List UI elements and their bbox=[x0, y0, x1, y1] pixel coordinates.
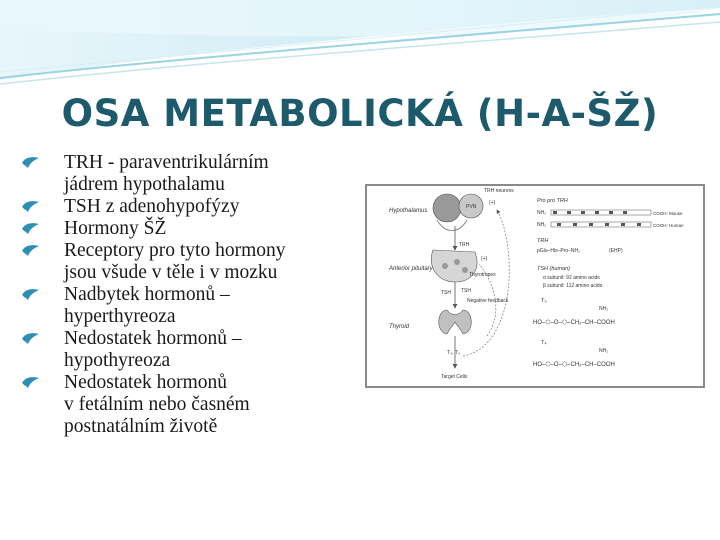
label-t4-formula: HO–⬡–O–⬡–CH₂–CH–COOH bbox=[533, 362, 615, 368]
hypothalamus-neurons bbox=[433, 188, 514, 222]
bullet-line: TRH - paraventrikulárním bbox=[64, 152, 269, 173]
bullet-line: hyperthyreoza bbox=[64, 306, 176, 327]
label-plus-2: (+) bbox=[481, 256, 488, 262]
label-pvn: PVN bbox=[466, 204, 477, 210]
label-tsh-human: TSH (human) bbox=[537, 266, 571, 272]
bullet-line: hypothyreoza bbox=[64, 350, 171, 371]
bullet-line: v fetálním nebo časném bbox=[64, 394, 250, 415]
bullet-line: Receptory pro tyto hormony bbox=[64, 240, 286, 261]
figure-drawing bbox=[367, 186, 703, 386]
bullet-line: Nedostatek hormonů – bbox=[64, 328, 242, 349]
label-trh: TRH bbox=[459, 242, 470, 248]
label-trh-neurons: TRH neurons bbox=[484, 188, 514, 194]
label-tsh-left: TSH bbox=[441, 290, 451, 296]
header-banner bbox=[0, 0, 720, 90]
bullet-item bbox=[20, 328, 365, 372]
pituitary-gland bbox=[431, 250, 496, 282]
bullet-item bbox=[20, 284, 365, 328]
label-trh-structure: TRH bbox=[537, 238, 549, 244]
bullet-item bbox=[20, 372, 365, 438]
hpt-axis-figure bbox=[365, 184, 705, 388]
label-thyroid: Thyroid bbox=[389, 324, 410, 330]
label-tsh-mid: TSH bbox=[461, 288, 471, 294]
bullet-list bbox=[20, 152, 365, 438]
label-beta-subunit: β subunit: 112 amino acids bbox=[543, 283, 603, 289]
label-nh2-t4: NH₂ bbox=[599, 348, 609, 354]
bullet-line: Nedostatek hormonů bbox=[64, 372, 228, 393]
slide-title: OSA METABOLICKÁ (H-A-ŠŽ) bbox=[61, 92, 659, 135]
bullet-line: jsou všude v těle i v mozku bbox=[64, 262, 278, 283]
bullet-item bbox=[20, 196, 365, 218]
bullet-item bbox=[20, 240, 365, 284]
bullet-line: Hormony ŠŽ bbox=[64, 218, 167, 239]
label-nh2-a: NH₂ bbox=[537, 210, 547, 216]
bullet-line: jádrem hypothalamu bbox=[64, 174, 225, 195]
leaf-bullet-icon bbox=[20, 243, 42, 259]
label-t3t4: T₃, T₄ bbox=[447, 350, 460, 356]
leaf-bullet-icon bbox=[20, 287, 42, 303]
bullet-item bbox=[20, 218, 365, 240]
leaf-bullet-icon bbox=[20, 199, 42, 215]
label-anterior-pituitary: Anterior pituitary bbox=[389, 266, 433, 272]
bullet-line: TSH z adenohypofýzy bbox=[64, 196, 240, 217]
label-cooh-human: COOH: Human bbox=[653, 223, 684, 228]
label-t4: T₄ bbox=[541, 340, 547, 346]
leaf-bullet-icon bbox=[20, 375, 42, 391]
thyroid-gland bbox=[439, 310, 472, 334]
bullet-item bbox=[20, 152, 365, 196]
label-plus-1: (+) bbox=[489, 200, 496, 206]
label-thyrotropes: Thyrotropes bbox=[469, 272, 496, 278]
label-nh2-t3: NH₂ bbox=[599, 306, 609, 312]
label-target-cells: Target Cells bbox=[441, 374, 468, 380]
bullet-line: Nadbytek hormonů – bbox=[64, 284, 230, 305]
label-hypothalamus: Hypothalamus bbox=[389, 208, 428, 214]
label-cooh-mouse: COOH: Mouse bbox=[653, 211, 683, 216]
leaf-bullet-icon bbox=[20, 331, 42, 347]
label-nh2-b: NH₂ bbox=[537, 222, 547, 228]
label-negative-feedback: Negative feedback bbox=[467, 298, 509, 304]
bullet-line: postnatálním životě bbox=[64, 416, 218, 437]
label-ehp: (EHP) bbox=[609, 248, 623, 254]
label-alpha-subunit: α subunit: 92 amino acids bbox=[543, 275, 600, 281]
leaf-bullet-icon bbox=[20, 221, 42, 237]
label-prepro-trh: Pro pro TRH bbox=[537, 198, 568, 204]
label-t3-formula: HO–⬡–O–⬡–CH₂–CH–COOH bbox=[533, 320, 615, 326]
leaf-bullet-icon bbox=[20, 155, 42, 171]
label-pglu: pGlu–His–Pro–NH₂ bbox=[537, 248, 581, 254]
label-t3: T₃ bbox=[541, 298, 547, 304]
